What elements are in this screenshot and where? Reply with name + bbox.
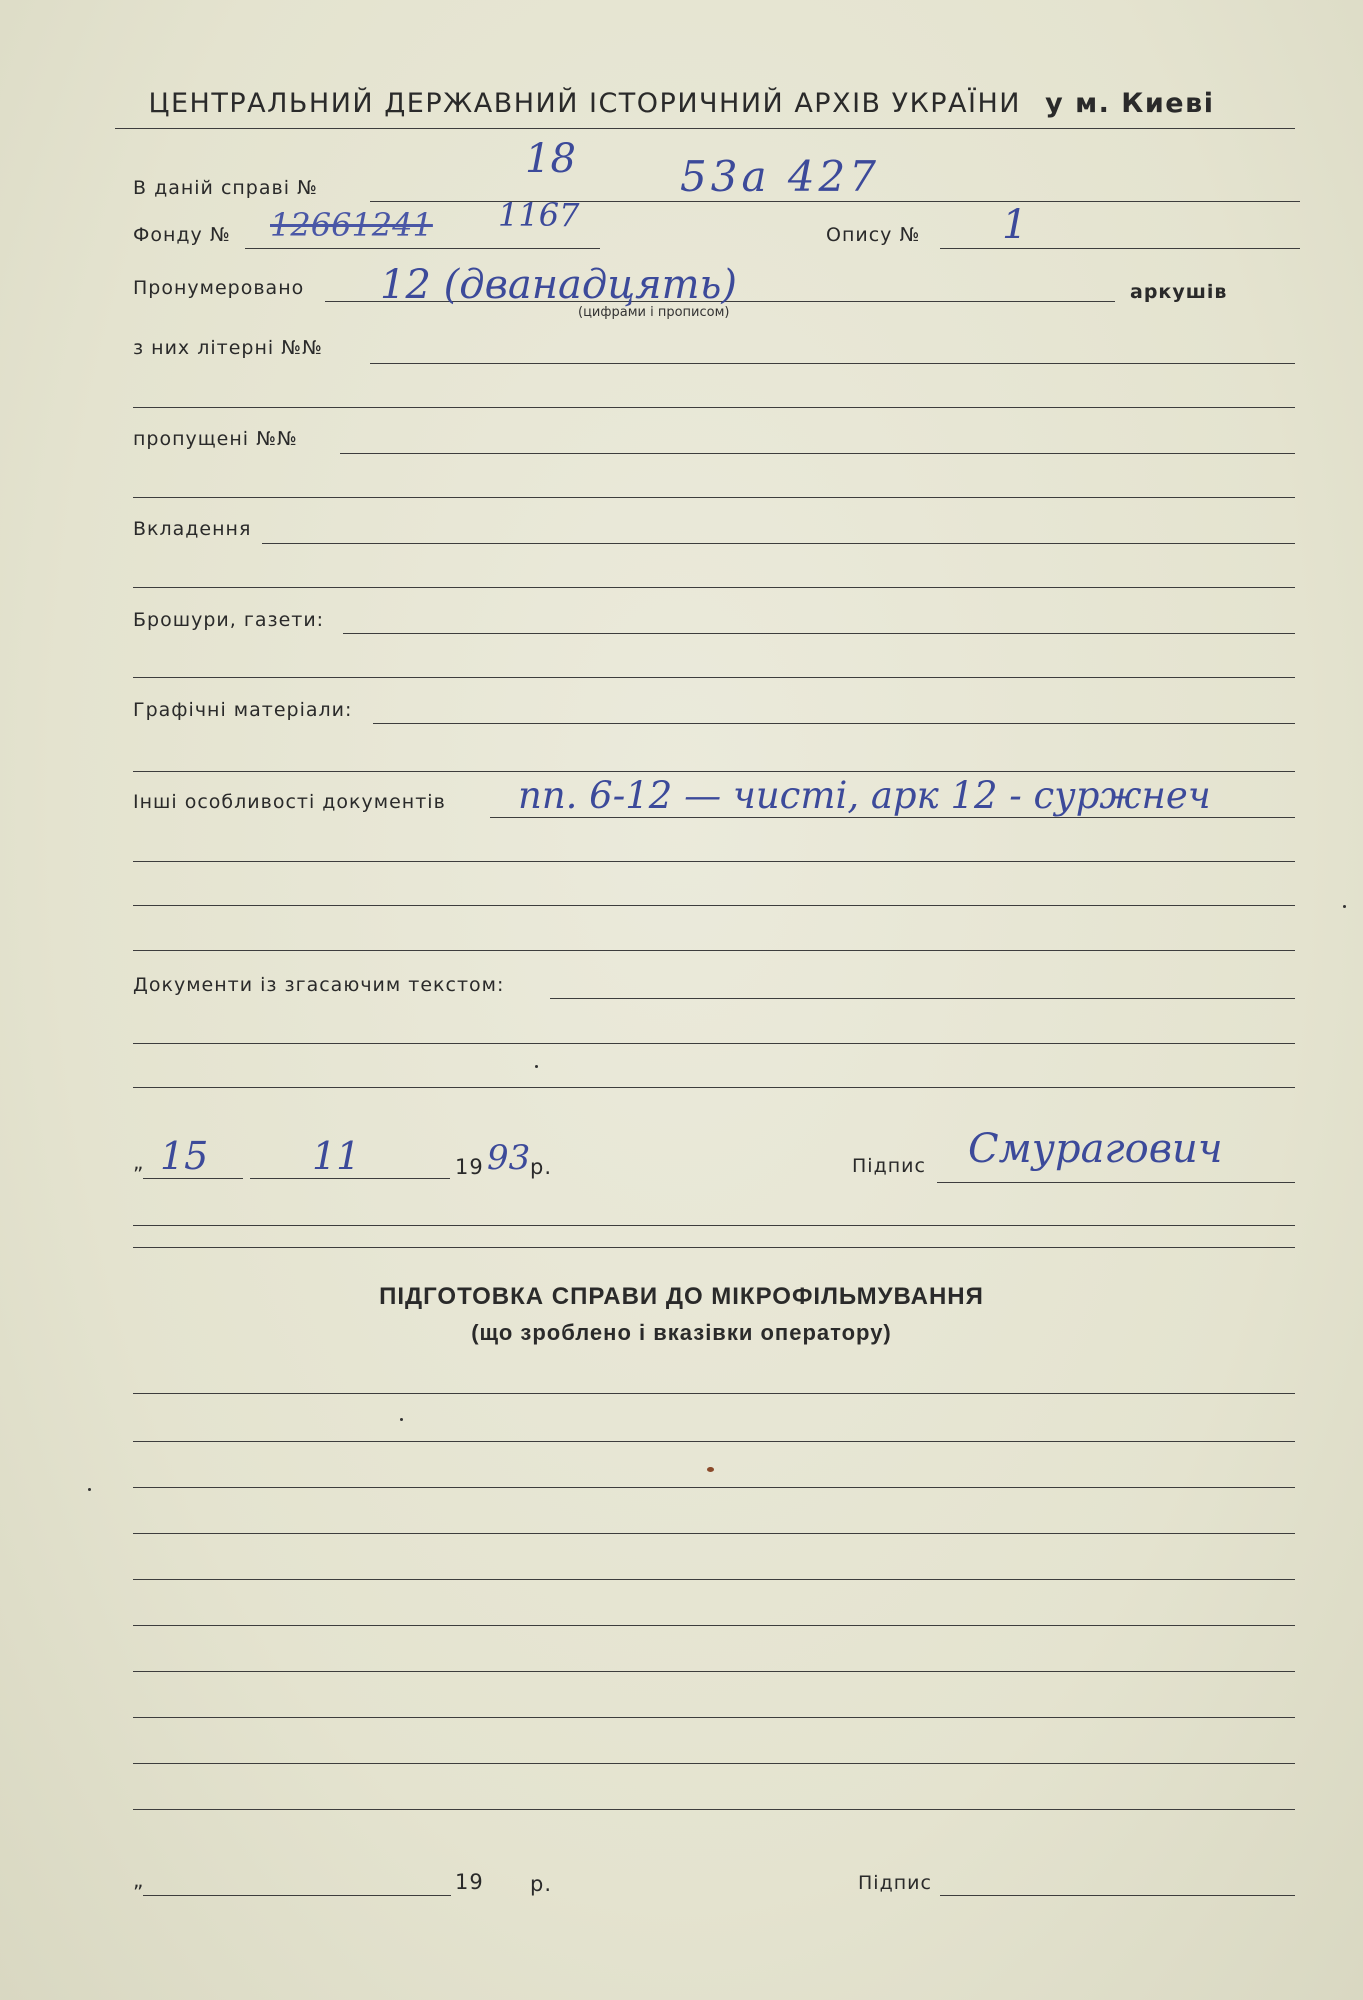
microfilm-line	[133, 1393, 1295, 1394]
fading-text-line-2	[133, 1043, 1295, 1044]
fading-text-label: Документи із згасаючим текстом:	[133, 974, 505, 996]
paper-speck	[707, 1467, 714, 1472]
lettered-line	[370, 363, 1295, 364]
graphics-label: Графічні матеріали:	[133, 699, 353, 721]
paper-speck	[88, 1488, 91, 1491]
other-features-label: Інші особливості документів	[133, 791, 446, 813]
date-year-unit: р.	[530, 1155, 553, 1179]
date-year-suffix: 93	[487, 1138, 531, 1178]
fund-value: 1167	[498, 196, 580, 234]
brochures-label: Брошури, газети:	[133, 609, 325, 631]
sheets-label: аркушів	[1130, 281, 1228, 303]
date-year-prefix: 19	[455, 1155, 484, 1179]
fund-value-struck: 12661241	[270, 206, 433, 244]
attachments-label: Вкладення	[133, 518, 252, 540]
microfilm-date-line	[143, 1895, 451, 1896]
microfilm-signature-line	[940, 1895, 1295, 1896]
microfilm-line	[133, 1487, 1295, 1488]
microfilm-title: ПІДГОТОВКА СПРАВИ ДО МІКРОФІЛЬМУВАННЯ	[379, 1283, 984, 1310]
brochures-line-2	[133, 677, 1295, 678]
fund-line	[245, 248, 600, 249]
skipped-line	[340, 453, 1295, 454]
attachments-line	[262, 543, 1295, 544]
microfilm-line	[133, 1763, 1295, 1764]
microfilm-year-prefix: 19	[455, 1870, 484, 1894]
skipped-label: пропущені №№	[133, 428, 298, 450]
microfilm-year-unit: р.	[530, 1872, 553, 1896]
numbered-value: 12 (дванадцять)	[380, 262, 737, 308]
microfilm-line	[133, 1671, 1295, 1672]
fund-label: Фонду №	[133, 224, 231, 246]
attachments-line-2	[133, 587, 1295, 588]
microfilm-subtitle: (що зроблено і вказівки оператору)	[471, 1320, 892, 1345]
signature-line	[937, 1182, 1295, 1183]
date-month: 11	[312, 1134, 361, 1178]
case-value-main: 53а 427	[680, 152, 880, 201]
date-month-line	[250, 1178, 450, 1179]
section-separator-1	[133, 1225, 1295, 1226]
other-features-line-2	[133, 861, 1295, 862]
paper-speck	[535, 1065, 538, 1068]
archive-title: ЦЕНТРАЛЬНИЙ ДЕРЖАВНИЙ ІСТОРИЧНИЙ АРХІВ УКРАЇНИ	[148, 88, 1021, 119]
date-quote-mark: „	[133, 1150, 145, 1174]
date-day-line	[143, 1178, 243, 1179]
numbered-label: Пронумеровано	[133, 277, 305, 299]
fading-text-line	[550, 998, 1295, 999]
section-separator-2	[133, 1247, 1295, 1248]
other-features-line-3	[133, 905, 1295, 906]
microfilm-line	[133, 1809, 1295, 1810]
microfilm-signature-label: Підпис	[858, 1872, 932, 1894]
microfilm-line	[133, 1717, 1295, 1718]
fading-text-line-3	[133, 1087, 1295, 1088]
signature-value: Смурагович	[968, 1126, 1223, 1172]
microfilm-date-quote: „	[133, 1868, 145, 1892]
paper-speck	[1343, 905, 1346, 908]
inventory-line	[940, 248, 1300, 249]
header-underline	[115, 128, 1295, 129]
lettered-label: з них літерні №№	[133, 337, 323, 359]
inventory-value: 1	[1002, 202, 1028, 248]
microfilm-line	[133, 1533, 1295, 1534]
microfilm-line	[133, 1579, 1295, 1580]
date-day: 15	[160, 1134, 209, 1178]
case-value-top: 18	[525, 136, 576, 182]
microfilm-line	[133, 1625, 1295, 1626]
graphics-line-2	[133, 771, 1295, 772]
other-features-value: пп. 6-12 — чисті, арк 12 - суржнеч	[518, 774, 1211, 817]
microfilm-line	[133, 1441, 1295, 1442]
skipped-line-2	[133, 497, 1295, 498]
signature-label: Підпис	[852, 1155, 926, 1177]
paper-speck	[400, 1418, 403, 1421]
brochures-line	[343, 633, 1295, 634]
other-features-line-4	[133, 950, 1295, 951]
case-label: В даній справі №	[133, 177, 318, 199]
numbered-hint: (цифрами і прописом)	[578, 305, 730, 320]
lettered-line-2	[133, 407, 1295, 408]
other-features-line	[490, 817, 1295, 818]
graphics-line	[373, 723, 1295, 724]
inventory-label: Опису №	[826, 224, 921, 246]
archive-city: у м. Киеві	[1045, 88, 1215, 119]
archive-header	[0, 88, 1363, 119]
